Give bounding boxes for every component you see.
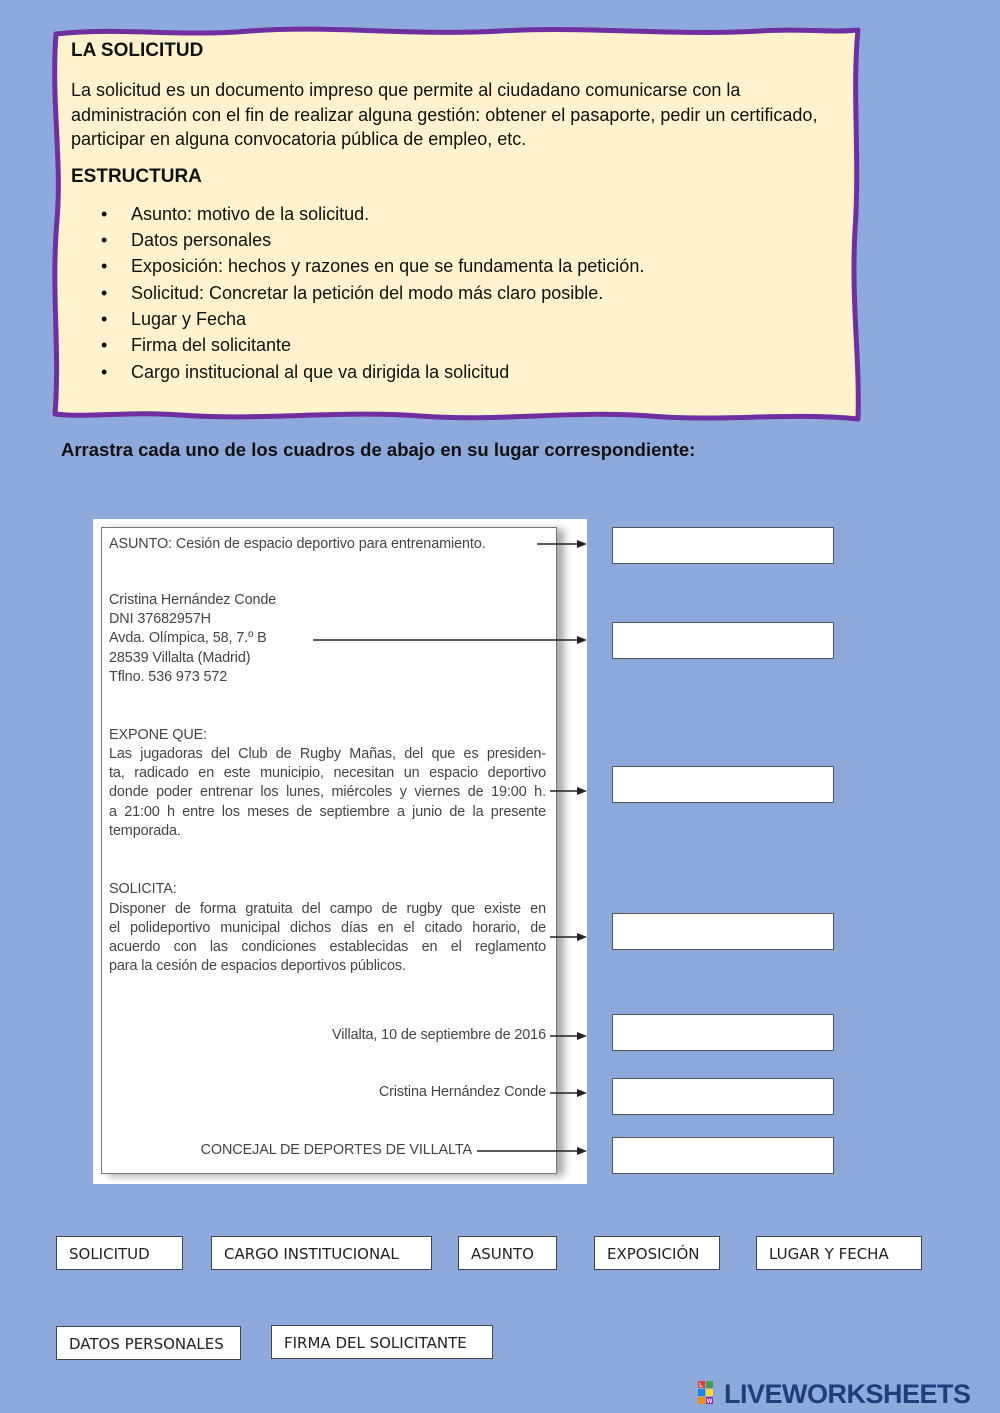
chip-lugar-y-fecha[interactable]: LUGAR Y FECHA xyxy=(756,1236,922,1270)
structure-item: • Solicitud: Concretar la petición del modo más claro posible. xyxy=(71,280,841,306)
letter-expone-line: ta, radicado en este municipio, necesitan un espacio deportivo xyxy=(109,765,546,781)
drop-target-place-date[interactable] xyxy=(612,1014,834,1051)
drop-target-recipient[interactable] xyxy=(612,1137,834,1174)
chip-cargo-institucional[interactable]: CARGO INSTITUCIONAL xyxy=(211,1236,432,1270)
drop-target-personal-data[interactable] xyxy=(612,622,834,659)
letter-example xyxy=(93,519,587,1184)
letter-personal-line: Cristina Hernández Conde xyxy=(109,592,277,608)
structure-item: • Lugar y Fecha xyxy=(71,306,841,332)
structure-title: ESTRUCTURA xyxy=(71,165,202,187)
structure-item: • Cargo institucional al que va dirigida la solicitud xyxy=(71,359,841,385)
letter-personal-line: DNI 37682957H xyxy=(109,611,211,627)
pointer-arrow-head xyxy=(577,636,587,644)
liveworksheets-logo-icon xyxy=(698,1381,722,1407)
drop-target-signature[interactable] xyxy=(612,1078,834,1115)
letter-expone-line: donde poder entrenar los lunes, miércoles y viernes de 19:00 h. xyxy=(109,784,546,800)
letter-subject: ASUNTO: Cesión de espacio deportivo para entrenamiento. xyxy=(109,536,486,552)
info-card xyxy=(0,0,1000,440)
letter-place-date: Villalta, 10 de septiembre de 2016 xyxy=(332,1027,546,1043)
chip-firma-del-solicitante[interactable]: FIRMA DEL SOLICITANTE xyxy=(271,1325,493,1359)
chip-solicitud[interactable]: SOLICITUD xyxy=(56,1236,183,1270)
pointer-arrows xyxy=(93,519,587,1184)
letter-personal-line: 28539 Villalta (Madrid) xyxy=(109,650,251,666)
instruction-text: Arrastra cada uno de los cuadros de abajo en su lugar correspondiente: xyxy=(61,439,696,460)
chip-datos-personales[interactable]: DATOS PERSONALES xyxy=(56,1326,241,1360)
pointer-arrow-head xyxy=(577,1147,587,1155)
letter-expone-line: Las jugadoras del Club de Rugby Mañas, del que es presiden- xyxy=(109,746,546,762)
drop-target-subject[interactable] xyxy=(612,527,834,564)
structure-item: • Datos personales xyxy=(71,227,841,253)
chip-exposicion[interactable]: EXPOSICIÓN xyxy=(594,1236,720,1270)
structure-item: • Exposición: hechos y razones en que se fundamenta la petición. xyxy=(71,253,841,279)
liveworksheets-brand[interactable] xyxy=(698,1378,971,1410)
letter-expone-line: temporada. xyxy=(109,823,181,839)
letter-recipient: CONCEJAL DE DEPORTES DE VILLALTA xyxy=(200,1142,472,1158)
drop-target-request[interactable] xyxy=(612,913,834,950)
structure-item: • Asunto: motivo de la solicitud. xyxy=(71,201,841,227)
pointer-arrow-head xyxy=(577,787,587,795)
info-title: LA SOLICITUD xyxy=(71,40,204,61)
pointer-arrow-head xyxy=(577,933,587,941)
letter-solicita-line: para la cesión de espacios deportivos públicos. xyxy=(109,958,406,974)
structure-item: • Firma del solicitante xyxy=(71,332,841,358)
pointer-arrow-head xyxy=(577,1032,587,1040)
letter-solicita-heading: SOLICITA: xyxy=(109,881,177,897)
letter-personal-line: Tflno. 536 973 572 xyxy=(109,669,228,685)
letter-personal-line: Avda. Olímpica, 58, 7.º B xyxy=(109,630,267,646)
letter-expone-line: a 21:00 h entre los meses de septiembre a junio de la presente xyxy=(109,804,546,820)
brand-name[interactable]: LIVEWORKSHEETS xyxy=(724,1378,971,1409)
letter-solicita-line: acuerdo con las condiciones establecidas en el reglamento xyxy=(109,939,546,955)
drop-target-exposition[interactable] xyxy=(612,766,834,803)
structure-list xyxy=(71,201,841,386)
letter-signature: Cristina Hernández Conde xyxy=(378,1084,546,1100)
chip-asunto[interactable]: ASUNTO xyxy=(458,1236,557,1270)
letter-solicita-line: Disponer de forma gratuita del campo de rugby que existe en xyxy=(109,901,546,917)
pointer-arrow-head xyxy=(577,1089,587,1097)
letter-expone-heading: EXPONE QUE: xyxy=(109,727,208,743)
info-description: La solicitud es un documento impreso que permite al ciudadano comunicarse con la administración con el fin de realizar alguna gestión: obtener el pasaporte, pedir un certificado, participar en alguna convocatoria pública de empleo, etc. xyxy=(71,80,818,149)
pointer-arrow-head xyxy=(577,540,587,548)
logo-letter: W xyxy=(706,1399,713,1405)
letter-solicita-line: el polideportivo municipal dichos días en el citado horario, de xyxy=(109,920,546,936)
logo-letter: L xyxy=(699,1383,703,1389)
